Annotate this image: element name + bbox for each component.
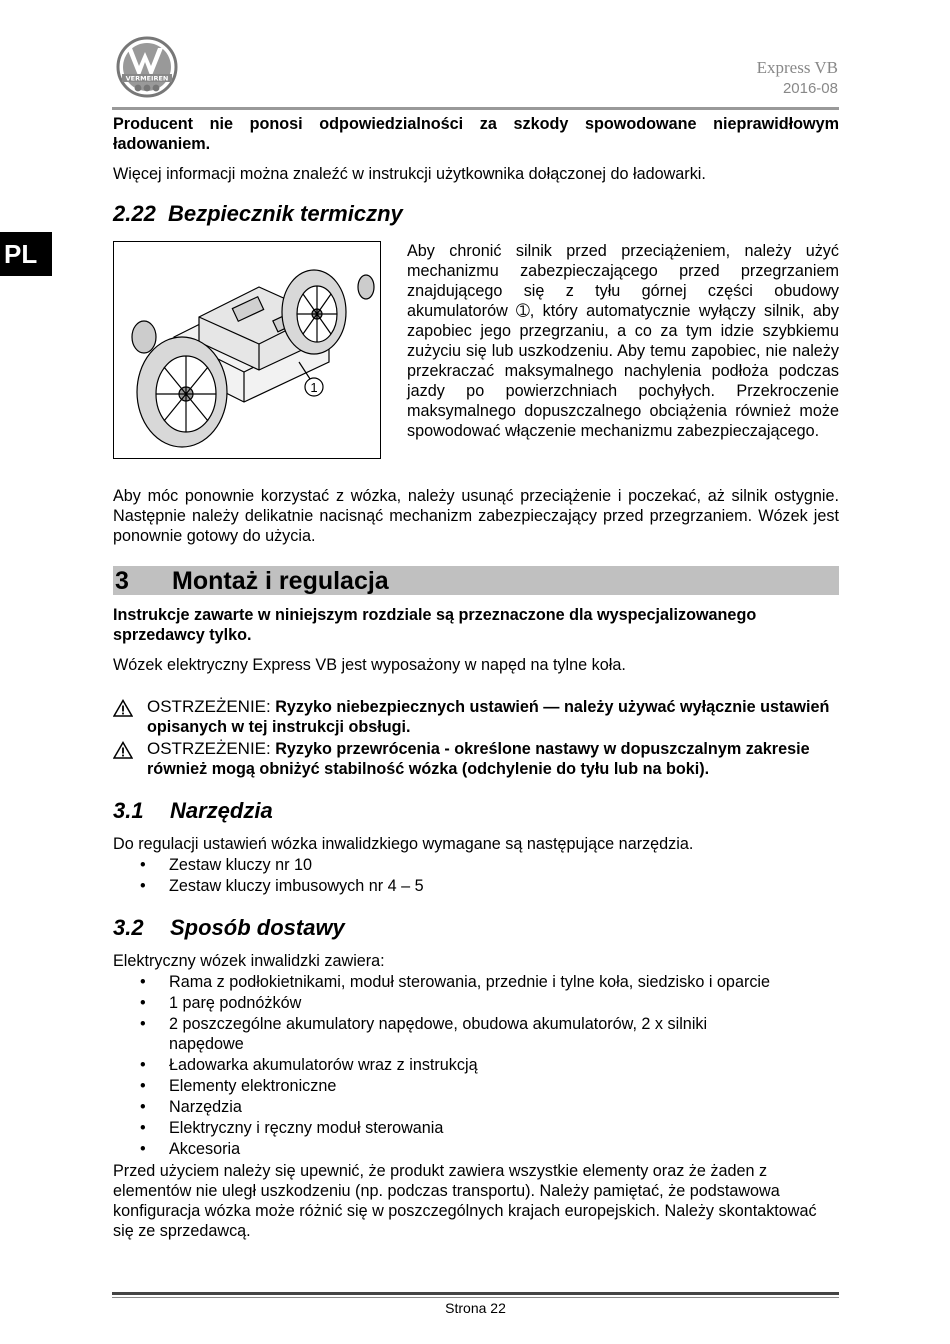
list-item: • Akcesoria [113,1139,839,1159]
section-number: 3.2 [113,915,144,940]
section-title: Narzędzia [170,798,273,823]
tools-list [113,855,839,896]
list-item: • 1 parę podnóżków [113,993,839,1013]
warning-triangle-icon [113,699,133,717]
list-item: • Zestaw kluczy imbusowych nr 4 – 5 [113,876,839,896]
page-content [113,114,839,1241]
intro-bold-note: Producent nie ponosi odpowiedzialności za szkody spowodowane nieprawidłowym ładowaniem. [113,115,839,153]
section-title: Bezpiecznik termiczny [168,201,403,226]
header-model: Express VB [756,58,838,77]
footer-divider-thin [112,1297,839,1298]
delivery-closing-note: Przed użyciem należy się upewnić, że produkt zawiera wszystkie elementy oraz że żaden z elementów nie uległ uszkodzeniu (np. podczas transportu). Należy pamiętać, że podstawowa konfiguracja wózka może różnić się w poszczególnych krajach europejskich. Należy skontaktować się ze sprzedawcą. [113,1162,817,1240]
section-number: 3.1 [113,798,144,823]
warning-item [113,739,839,779]
warning-triangle-icon [113,741,133,759]
logo-brand-text: VERMEIREN [125,74,169,83]
thermal-fuse-reset-instructions: Aby móc ponownie korzystać z wózka, należy usunąć przeciążenie i poczekać, aż silnik ostygnie. Następnie należy delikatnie nacisnąć mechanizm zabezpieczający przed przegrzaniem. Wózek jest ponownie gotowy do użycia. [113,487,839,545]
intro-more-info: Więcej informacji można znaleźć w instrukcji użytkownika dołączonej do ładowarki. [113,165,706,183]
dealer-only-note: Instrukcje zawarte w niniejszym rozdziale są przeznaczone dla wyspecjalizowanego sprzedawcy tylko. [113,606,757,644]
thermal-fuse-figure [113,241,381,459]
wheelchair-base-illustration [114,242,379,457]
figure-callout-number: 1 [310,380,318,395]
list-item: • 2 poszczególne akumulatory napędowe, obudowa akumulatorów, 2 x silniki napędowe [113,1014,839,1054]
warning-label: OSTRZEŻENIE: [147,739,271,758]
section-2-22-heading [113,201,839,231]
delivery-intro: Elektryczny wózek inwalidzki zawiera: [113,952,385,970]
page-number: Strona 22 [445,1300,506,1316]
header-divider [112,107,839,110]
section-number: 3 [115,567,129,595]
vermeiren-logo [112,36,182,98]
warning-label: OSTRZEŻENIE: [147,697,271,716]
thermal-fuse-description: Aby chronić silnik przed przeciążeniem, należy użyć mechanizmu zabezpieczającego przed przegrzaniem znajdującego się z tyłu górnej części obudowy akumulatorów ➀, który automatycznie wyłączy silnik, aby zapobiec jego przegrzaniu, a co za tym idzie szybkiemu zużyciu się lub uszkodzeniu. Aby temu zapobiec, nie należy przekraczać maksymalnego nachylenia podłoża podczas jazdy po powierzchniach pochyłych. Przekroczenie maksymalnego dopuszczalnego obciążenia również może spowodować włączenie mechanizmu zabezpieczającego. [407,242,839,440]
section-title: Montaż i regulacja [172,567,389,595]
language-tab: PL [0,232,52,276]
tools-intro: Do regulacji ustawień wózka inwalidzkiego wymagane są następujące narzędzia. [113,835,694,853]
section-3-heading [113,566,839,595]
warnings [113,697,839,779]
delivery-list [113,972,839,1159]
list-item: • Zestaw kluczy nr 10 [113,855,839,875]
list-item: • Narzędzia [113,1097,839,1117]
list-item: • Rama z podłokietnikami, moduł sterowania, przednie i tylne koła, siedzisko i oparcie [113,972,839,992]
section-title: Sposób dostawy [170,915,345,940]
thermal-fuse-block [113,241,839,486]
section-3-1-heading [113,798,839,828]
list-item: • Elektryczny i ręczny moduł sterowania [113,1118,839,1138]
section-3-2-heading [113,915,839,945]
section-number: 2.22 [113,201,156,226]
warning-item [113,697,839,737]
drive-note: Wózek elektryczny Express VB jest wyposażony w napęd na tylne koła. [113,656,626,674]
warning-text: Ryzyko niebezpiecznych ustawień — należy używać wyłącznie ustawień opisanych w tej instrukcji obsługi. [147,698,830,736]
warning-text: Ryzyko przewrócenia - określone nastawy w dopuszczalnym zakresie również mogą obniżyć stabilność wózka (odchylenie do tyłu lub na boki). [147,740,810,778]
footer-divider [112,1292,839,1295]
list-item: • Elementy elektroniczne [113,1076,839,1096]
list-item: • Ładowarka akumulatorów wraz z instrukcją [113,1055,839,1075]
header-date: 2016-08 [782,80,838,97]
